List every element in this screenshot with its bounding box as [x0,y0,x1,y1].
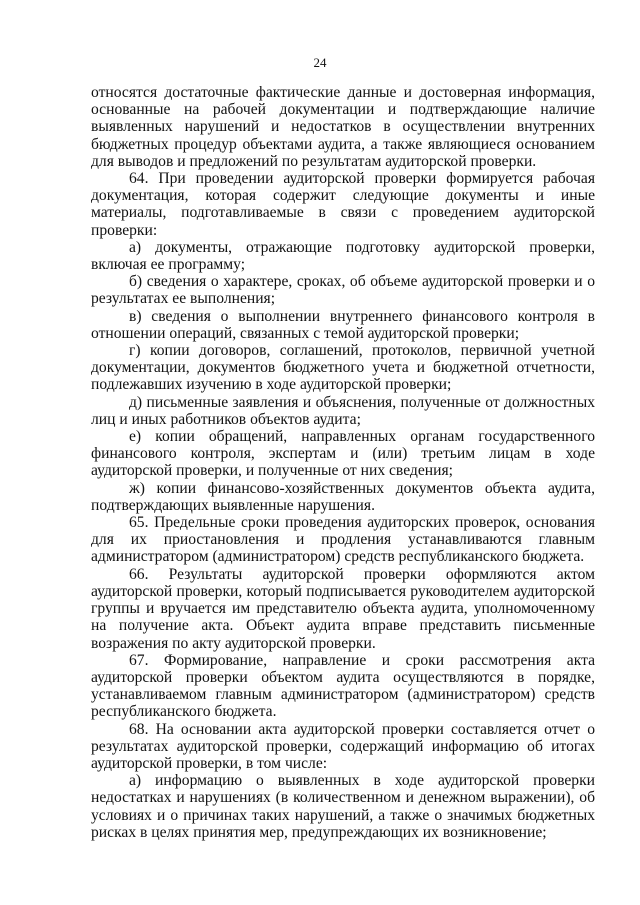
paragraph-66: 66. Результаты аудиторской проверки оформляются актом аудиторской проверки, который подписывается руководителем аудиторской группы и вручается им представителю объекта аудита, уполномоченному на получение акта. Объект аудита вправе представить письменные возражения по акту аудиторской проверки. [91,565,595,652]
paragraph-67: 67. Формирование, направление и сроки рассмотрения акта аудиторской проверки объектом аудита осуществляются в порядке, устанавливаемом главным администратором (администратором) средств республиканского бюджета. [91,651,595,721]
list-item-d: д) письменные заявления и объяснения, полученные от должностных лиц и иных работников объектов аудита; [91,393,595,428]
document-body [91,84,595,841]
list-item-v: в) сведения о выполнении внутреннего финансового контроля в отношении операций, связанных с темой аудиторской проверки; [91,307,595,342]
list-item-68-a: а) информацию о выявленных в ходе аудиторской проверки недостатках и нарушениях (в количественном и денежном выражении), об условиях и о причинах таких нарушений, а также о значимых бюджетных рисках в целях принятия мер, предупреждающих их возникновение; [91,772,595,841]
paragraph-65: 65. Предельные сроки проведения аудиторских проверок, основания для их приостановления и продления устанавливаются главным администратором (администратором) средств республиканского бюджета. [91,514,595,566]
paragraph-64: 64. При проведении аудиторской проверки формируется рабочая документация, которая содержит следующие документы и иные материалы, подготавливаемые в связи с проведением аудиторской проверки: [91,170,595,239]
list-item-zh: ж) копии финансово-хозяйственных документов объекта аудита, подтверждающих выявленные нарушения. [91,479,595,514]
list-item-a: а) документы, отражающие подготовку аудиторской проверки, включая ее программу; [91,238,595,274]
list-item-e: е) копии обращений, направленных органам государственного финансового контроля, экспертам и (или) третьим лицам в ходе аудиторской проверки, и полученные от них сведения; [91,428,595,480]
list-item-g: г) копии договоров, соглашений, протоколов, первичной учетной документации, документов бюджетного учета и бюджетной отчетности, подлежавших изучению в ходе аудиторской проверки; [91,342,595,394]
paragraph-68: 68. На основании акта аудиторской проверки составляется отчет о результатах аудиторской проверки, содержащий информацию об итогах аудиторской проверки, в том числе: [91,720,595,772]
list-item-b: б) сведения о характере, сроках, об объеме аудиторской проверки и о результатах ее выполнения; [91,273,595,308]
page-number: 24 [313,55,327,70]
paragraph-continuation: относятся достаточные фактические данные и достоверная информация, основанные на рабочей документации и подтверждающие наличие выявленных нарушений и недостатков в осуществлении внутренних бюджетных процедур объектами аудита, а также являющиеся основанием для выводов и предложений по результатам аудиторской проверки. [91,84,595,170]
